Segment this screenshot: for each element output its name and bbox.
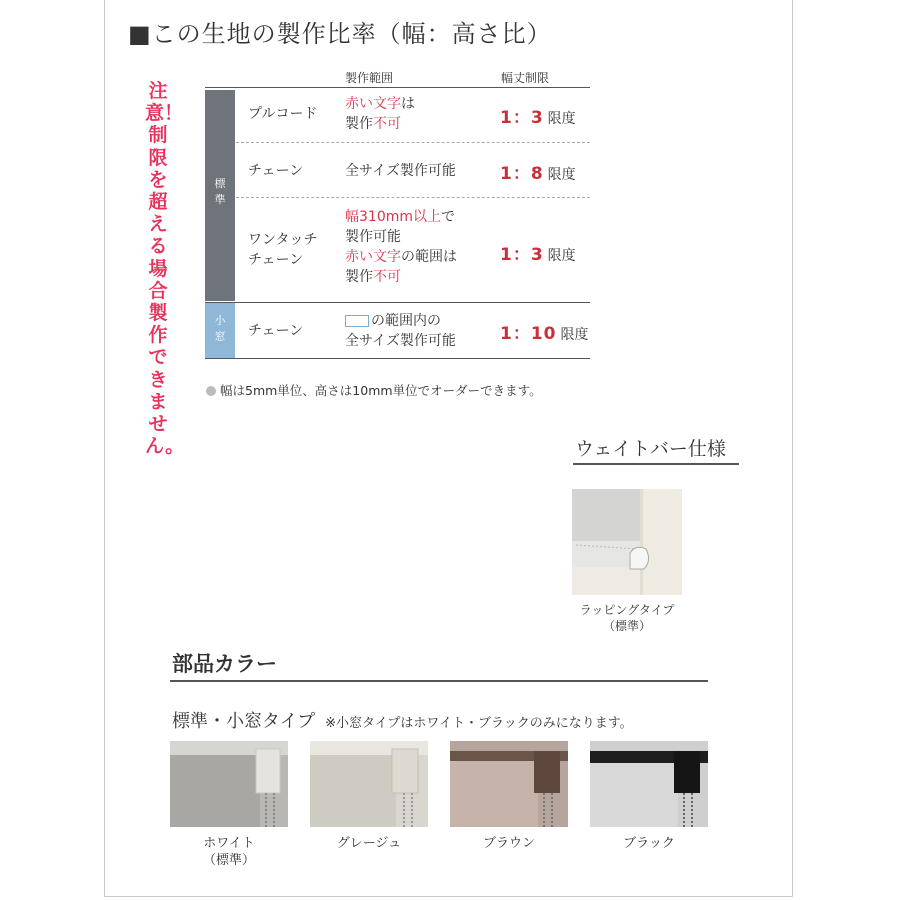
table-row-type: ワンタッチ チェーン xyxy=(248,232,318,268)
parts-color-title: 部品カラー xyxy=(172,652,277,676)
row-divider xyxy=(236,197,590,198)
table-row-ratio: 1：3 限度 xyxy=(500,108,576,128)
parts-color-underline xyxy=(170,680,708,682)
table-row-type: チェーン xyxy=(248,323,304,339)
parts-subtitle: 標準・小窓タイプ ※小窓タイプはホワイト・ブラックのみになります。 xyxy=(172,711,633,732)
table-row-range: 赤い文字は 製作不可 xyxy=(345,96,415,132)
category-small-window: 小 窓 xyxy=(205,303,235,358)
parts-subnote: ※小窓タイプはホワイト・ブラックのみになります。 xyxy=(325,716,633,731)
weight-bar-caption: ラッピングタイプ （標準） xyxy=(579,603,675,633)
swatch-caption: グレージュ xyxy=(336,836,402,851)
table-bottom-line xyxy=(205,358,590,359)
swatch-black xyxy=(590,741,708,827)
swatch-brown xyxy=(450,741,568,827)
swatch-greige xyxy=(310,741,428,827)
swatch-caption: ブラック xyxy=(623,836,675,851)
header-range: 製作範囲 xyxy=(345,71,394,85)
category-standard: 標 準 xyxy=(205,90,235,301)
swatch-caption: ブラウン xyxy=(482,836,535,851)
table-row-range: 幅310mm以上で 製作可能 赤い文字の範囲は 製作不可 xyxy=(345,209,457,285)
table-mid-line xyxy=(205,302,590,303)
bullet-icon xyxy=(206,386,216,396)
row-divider xyxy=(236,142,590,143)
header-ratio: 幅丈制限 xyxy=(501,71,550,85)
swatch-caption: ホワイト （標準） xyxy=(202,836,255,868)
table-row-ratio: 1：8 限度 xyxy=(500,164,576,184)
table-row-range: の範囲内の 全サイズ製作可能 xyxy=(345,313,456,349)
weight-bar-image xyxy=(572,489,682,595)
weight-bar-title: ウェイトバー仕様 xyxy=(575,438,726,460)
table-row-ratio: 1：10 限度 xyxy=(500,324,589,344)
weight-bar-underline xyxy=(573,463,739,465)
table-row-type: プルコード xyxy=(248,106,318,122)
table-row-range: 全サイズ製作可能 xyxy=(345,163,456,179)
order-note: 幅は5mm単位、高さは10mm単位でオーダーできます。 xyxy=(206,381,542,399)
table-row-ratio: 1：3 限度 xyxy=(500,245,576,265)
table-top-line xyxy=(205,87,590,88)
table-row-type: チェーン xyxy=(248,163,304,179)
page-title: ■この生地の製作比率（幅：高さ比） xyxy=(128,20,552,48)
range-rect-icon xyxy=(345,315,369,327)
swatch-white xyxy=(170,741,288,827)
warning-text: 注意！制限を超える場合製作できません。 xyxy=(145,80,185,458)
